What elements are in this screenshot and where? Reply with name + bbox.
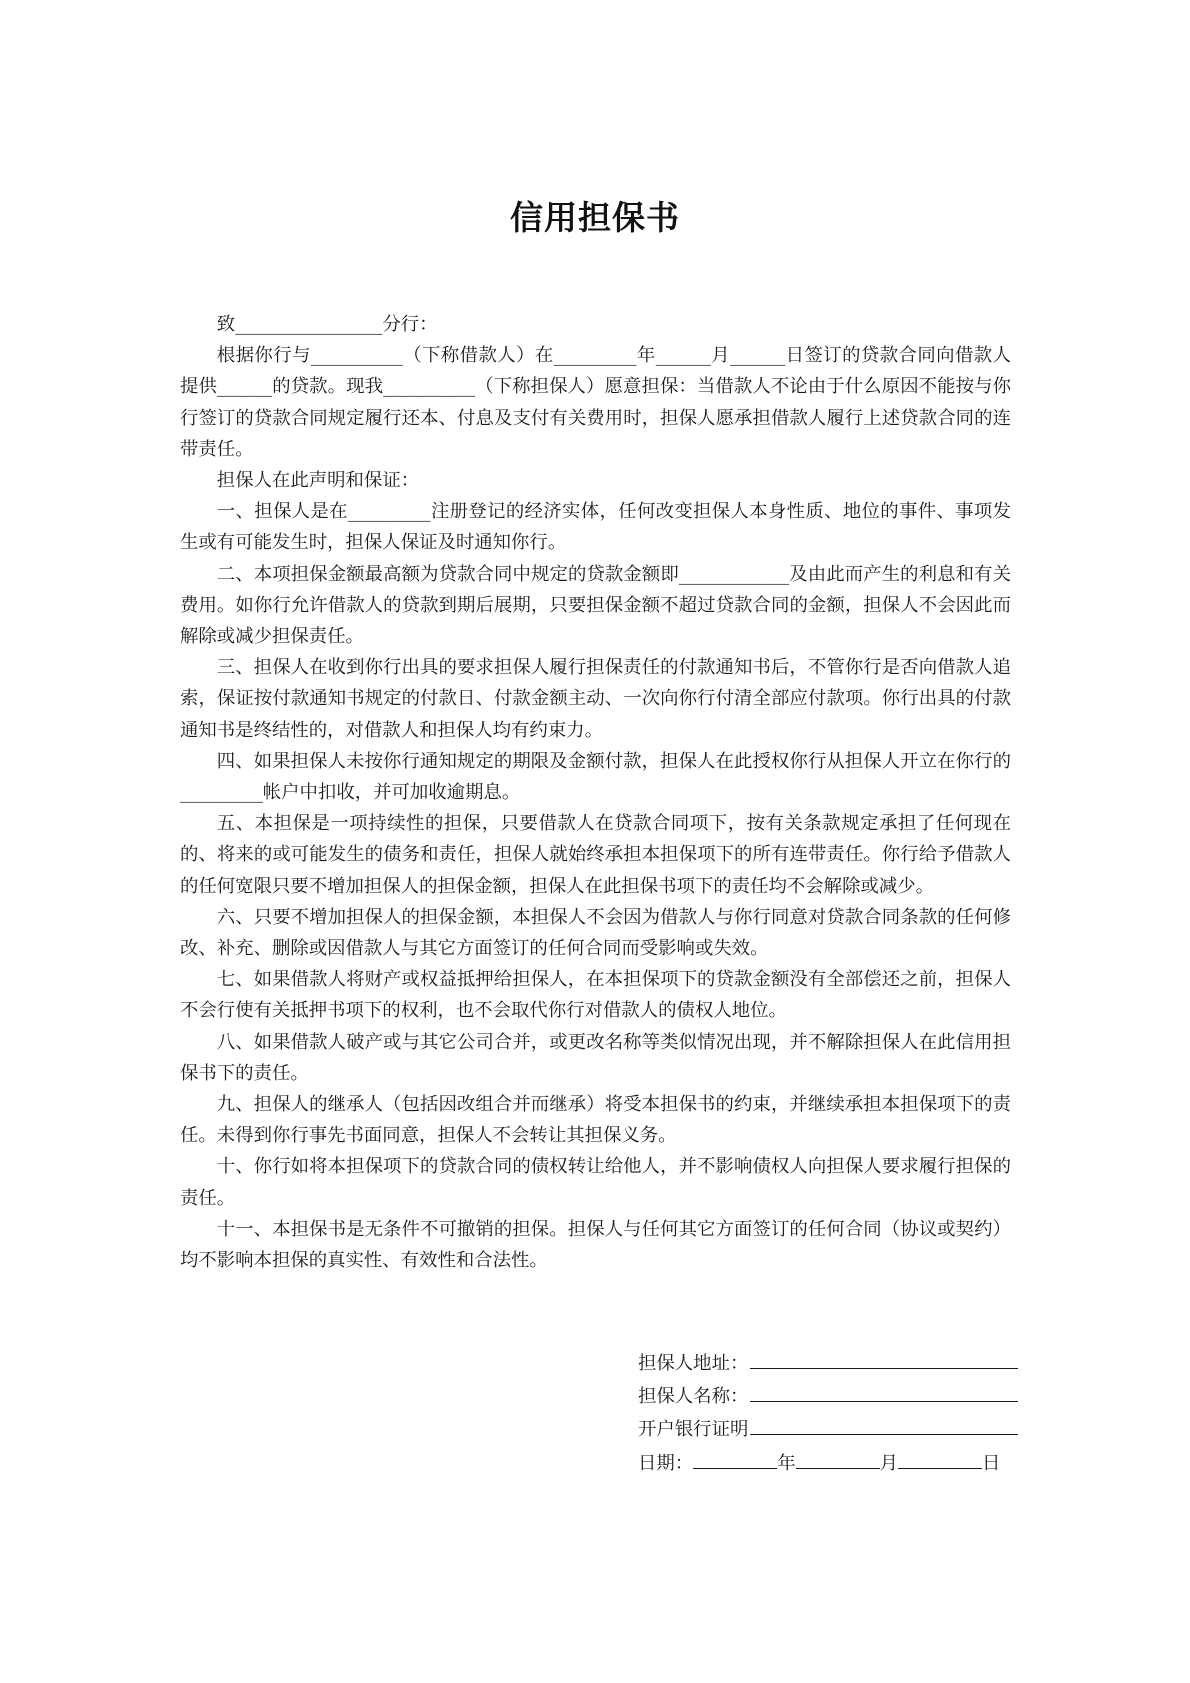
date-month-blank [796, 1446, 880, 1469]
document-body [180, 309, 1011, 1276]
date-year-label: 年 [777, 1452, 796, 1474]
bank-certification-row [638, 1412, 1018, 1445]
date-day-label: 日 [982, 1452, 1001, 1474]
clause-7: 七、如果借款人将财产或权益抵押给担保人，在本担保项下的贷款金额没有全部偿还之前，担保人不会行使有关抵押书项下的权利，也不会取代你行对借款人的债权人地位。 [180, 969, 1011, 1022]
guarantor-address-row [638, 1346, 1018, 1379]
guarantor-address-label: 担保人地址： [638, 1353, 749, 1374]
bank-certification-blank [750, 1412, 1018, 1435]
guarantor-name-label: 担保人名称： [638, 1386, 749, 1408]
date-day-blank [898, 1446, 982, 1469]
guarantor-address-blank [750, 1346, 1018, 1369]
clause-9: 九、担保人的继承人（包括因改组合并而继承）将受本担保书的约束，并继续承担本担保项下的责任。未得到你行事先书面同意，担保人不会转让其担保义务。 [180, 1094, 1011, 1147]
document-title: 信用担保书 [510, 198, 680, 237]
bank-certification-label: 开户银行证明 [638, 1419, 749, 1441]
clause-4: 四、如果担保人未按你行通知规定的期限及金额付款，担保人在此授权你行从担保人开立在你行的_________帐户中扣收，并可加收逾期息。 [180, 750, 1011, 804]
clause-10: 十、你行如将本担保项下的贷款合同的债权转让给他人，并不影响债权人向担保人要求履行担保的责任。 [180, 1156, 1011, 1209]
guarantor-name-row [638, 1379, 1018, 1412]
salutation-paragraph: 致________________分行： [216, 314, 438, 335]
date-label: 日期： [638, 1452, 694, 1474]
clause-2: 二、本项担保金额最高额为贷款合同中规定的贷款金额即____________及由此而产生的利息和有关费用。如你行允许借款人的贷款到期后展期，只要担保金额不超过贷款合同的金额，担保人不会因此而解除或减少担保责任。 [180, 563, 1011, 648]
clause-1: 一、担保人是在_________注册登记的经济实体，任何改变担保人本身性质、地位的事件、事项发生或有可能发生时，担保人保证及时通知你行。 [180, 501, 1011, 554]
declaration-heading: 担保人在此声明和保证： [216, 470, 420, 492]
intro-paragraph: 根据你行与__________（下称借款人）在_________年______月______日签订的贷款合同向借款人提供______的贷款。现我__________（下称担保人）愿意担保：当借款人不论由于什么原因不能按与你行签订的贷款合同规定履行还本、付息及支付有关费用时，担保人愿承担借款人履行上述贷款合同的连带责任。 [180, 345, 1011, 460]
clause-11: 十一、本担保书是无条件不可撤销的担保。担保人与任何其它方面签订的任何合同（协议或契约）均不影响本担保的真实性、有效性和合法性。 [180, 1218, 1011, 1272]
date-row [638, 1446, 1018, 1479]
clause-5: 五、本担保是一项持续性的担保，只要借款人在贷款合同项下，按有关条款规定承担了任何现在的、将来的或可能发生的债务和责任，担保人就始终承担本担保项下的所有连带责任。你行给予借款人的任何宽限只要不增加担保人的担保金额，担保人在此担保书项下的责任均不会解除或减少。 [180, 813, 1011, 897]
date-year-blank [693, 1446, 777, 1469]
guarantor-name-blank [750, 1379, 1018, 1402]
clause-6: 六、只要不增加担保人的担保金额，本担保人不会因为借款人与你行同意对贷款合同条款的任何修改、补充、删除或因借款人与其它方面签订的任何合同而受影响或失效。 [180, 906, 1011, 960]
clause-8: 八、如果借款人破产或与其它公司合并，或更改名称等类似情况出现，并不解除担保人在此信用担保书下的责任。 [180, 1031, 1011, 1084]
date-month-label: 月 [879, 1452, 898, 1474]
clause-3: 三、担保人在收到你行出具的要求担保人履行担保责任的付款通知书后，不管你行是否向借款人追索，保证按付款通知书规定的付款日、付款金额主动、一次向你行付清全部应付款项。你行出具的付款通知书是终结性的，对借款人和担保人均有约束力。 [180, 657, 1011, 741]
signature-block [638, 1346, 1018, 1479]
